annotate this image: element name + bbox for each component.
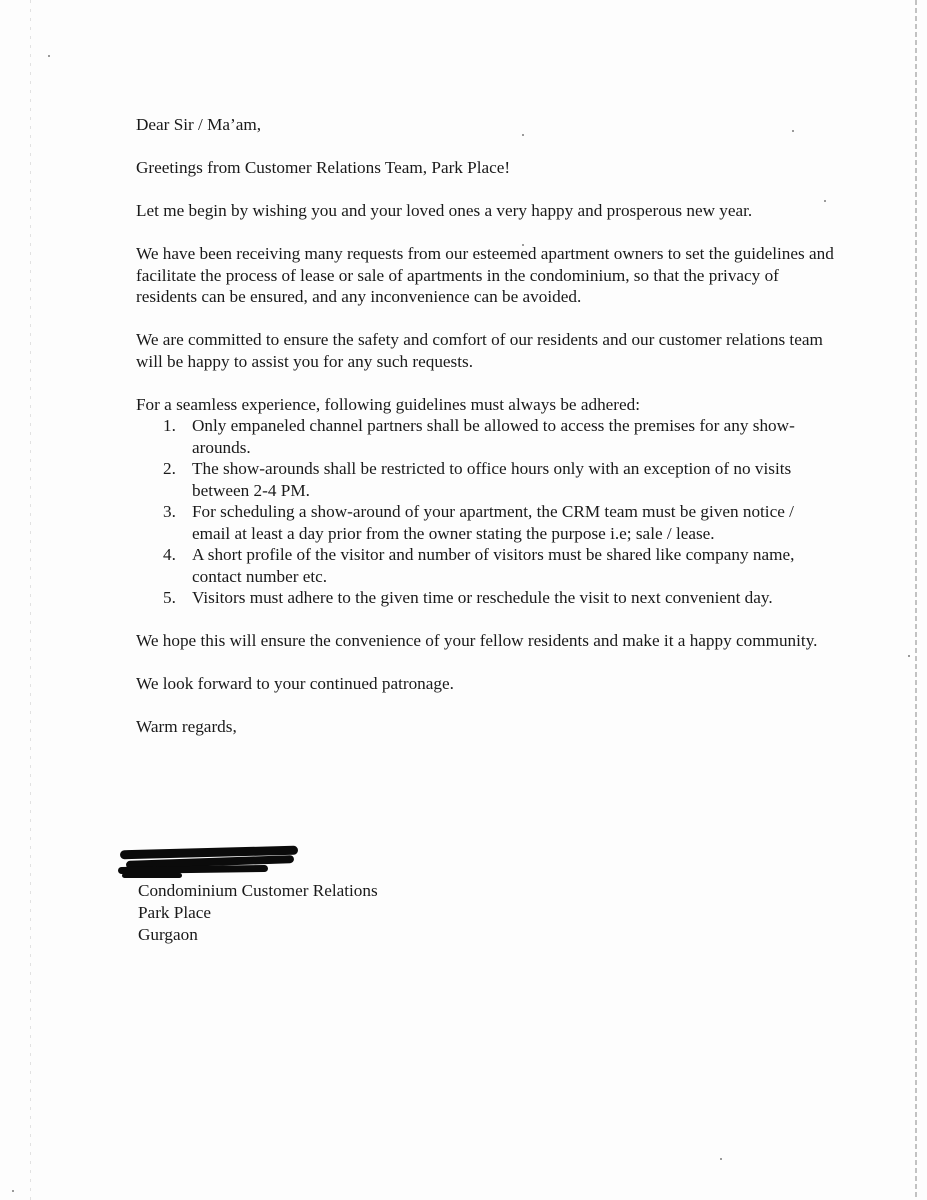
guideline-item — [136, 458, 836, 501]
scan-speck — [48, 55, 50, 57]
guideline-text: A short profile of the visitor and number of visitors must be shared like company name, contact number etc. — [192, 545, 795, 586]
scan-edge-right — [915, 0, 917, 1200]
guideline-text: For scheduling a show-around of your apartment, the CRM team must be given notice / email at least a day prior from the owner stating the purpose i.e; sale / lease. — [192, 502, 794, 543]
scan-edge-left — [30, 0, 31, 1200]
guideline-item — [136, 544, 836, 587]
guideline-number: 5. — [163, 588, 176, 607]
scan-speck — [908, 655, 910, 657]
guideline-number: 2. — [163, 459, 176, 478]
guideline-item — [136, 501, 836, 544]
guideline-number: 3. — [163, 502, 176, 521]
redacted-signature — [118, 838, 308, 882]
guidelines-intro: For a seamless experience, following guidelines must always be adhered: — [136, 394, 641, 414]
letter-body — [136, 114, 836, 759]
guideline-text: The show-arounds shall be restricted to office hours only with an exception of no visits between 2-4 PM. — [192, 459, 792, 500]
greeting: Greetings from Customer Relations Team, Park Place! — [136, 158, 511, 177]
regards: Warm regards, — [136, 717, 237, 736]
guideline-item — [136, 415, 836, 458]
scan-speck — [720, 1158, 722, 1160]
redaction-stroke — [122, 873, 182, 878]
guideline-number: 1. — [163, 416, 176, 435]
salutation: Dear Sir / Ma’am, — [136, 115, 262, 134]
guidelines-list — [136, 415, 836, 609]
sender-property: Park Place — [138, 903, 212, 922]
guideline-item — [136, 587, 836, 609]
closing-hope: We hope this will ensure the convenience of your fellow residents and make it a happy community. — [136, 631, 818, 650]
sender-block — [138, 880, 378, 946]
sender-city: Gurgaon — [138, 925, 198, 944]
requests-paragraph: We have been receiving many requests from our esteemed apartment owners to set the guidelines and facilitate the process of lease or sale of apartments in the condominium, so that the privacy of residents can be ensured, and any inconvenience can be avoided. — [136, 244, 834, 306]
sender-department: Condominium Customer Relations — [138, 881, 378, 900]
new-year-wish: Let me begin by wishing you and your loved ones a very happy and prosperous new year. — [136, 201, 753, 220]
guideline-text: Visitors must adhere to the given time or reschedule the visit to next convenient day. — [192, 588, 773, 607]
scan-speck — [12, 1190, 14, 1192]
guideline-number: 4. — [163, 545, 176, 564]
closing-patronage: We look forward to your continued patronage. — [136, 674, 454, 693]
guideline-text: Only empaneled channel partners shall be allowed to access the premises for any show-arounds. — [192, 416, 795, 457]
commitment-paragraph: We are committed to ensure the safety and comfort of our residents and our customer relations team will be happy to assist you for any such requests. — [136, 330, 823, 371]
